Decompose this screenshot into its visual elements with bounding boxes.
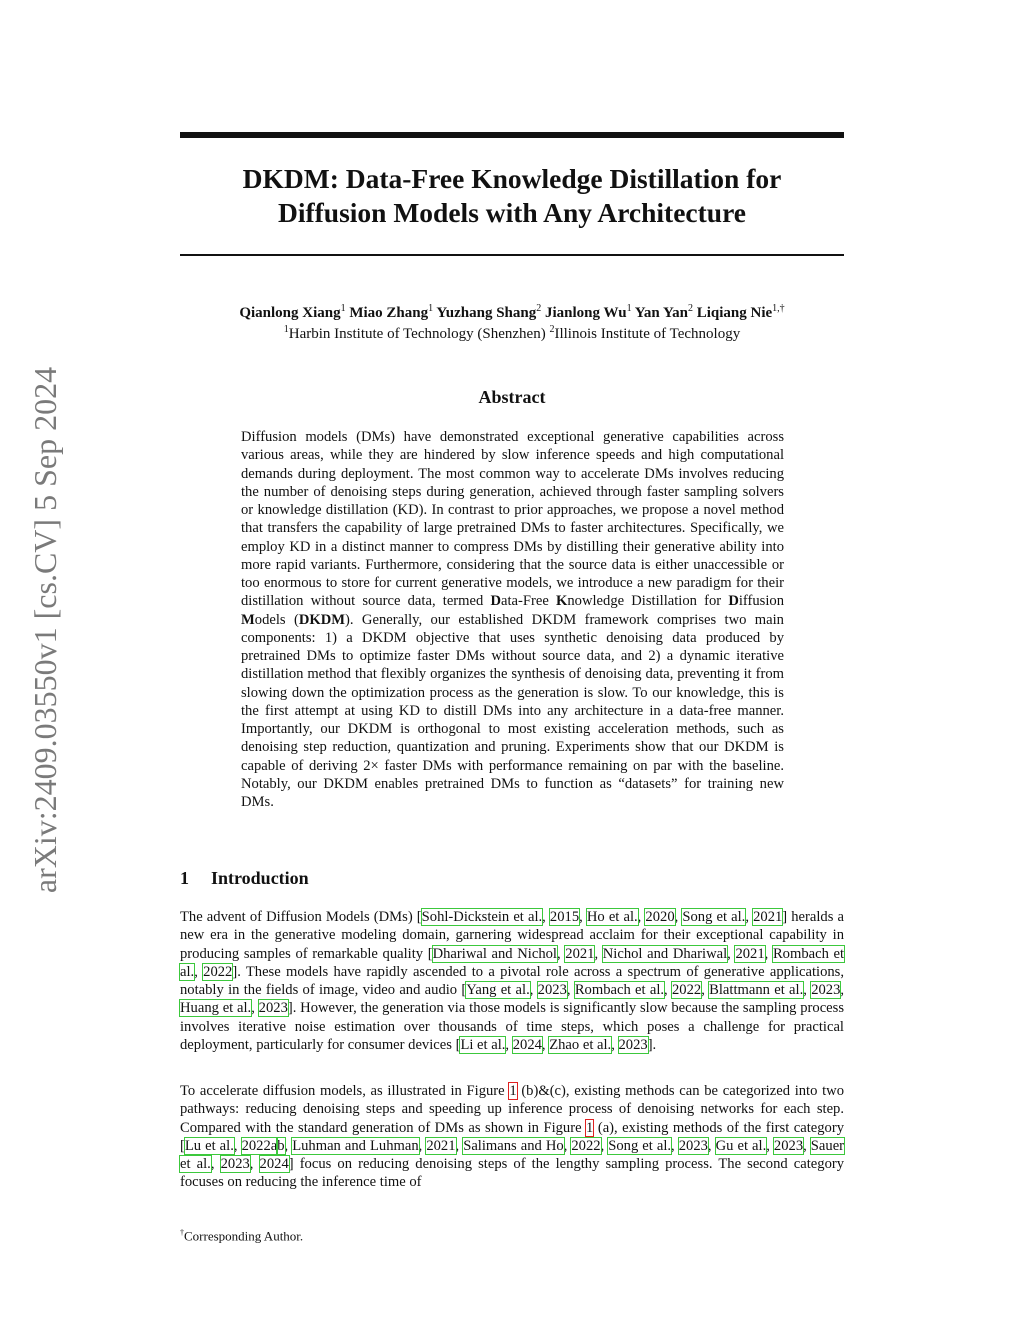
affiliation-mark: 2 [549, 324, 555, 335]
section-title: Introduction [211, 868, 309, 888]
citation-link[interactable]: Song et al. [682, 909, 746, 925]
citation-link[interactable]: Gu et al. [715, 1137, 767, 1154]
citation-link[interactable]: 2023 [220, 1156, 250, 1172]
author-affiliation-mark: 2 [536, 303, 542, 314]
author-name: Qianlong Xiang [239, 305, 341, 321]
author-affiliation-mark: 1 [626, 303, 632, 314]
citation-link[interactable]: Salimans and Ho [463, 1137, 564, 1154]
arxiv-identifier: arXiv:2409.03550v1 [cs.CV] 5 Sep 2024 [27, 366, 63, 894]
citation-link[interactable]: 2022 [672, 982, 702, 998]
citation-link[interactable]: 2021 [426, 1137, 456, 1154]
citation-link[interactable]: 2021 [753, 909, 783, 925]
citation-link[interactable]: 2023 [773, 1137, 804, 1154]
title-line-2: Diffusion Models with Any Architecture [277, 197, 746, 228]
author-name: Miao Zhang [349, 305, 429, 321]
citation-link[interactable]: 2024 [259, 1156, 289, 1172]
title-top-rule [180, 132, 844, 138]
abstract-text: Diffusion models (DMs) have demonstrated exceptional generative capabilities across various areas, while they are hindered by slow inference speeds and high computational demands during deployment. The most common way to accelerate DMs involves reducing the number of denoising steps during generation, achieved through faster sampling solvers or knowledge distillation (KD). In contrast to prior approaches, we propose a novel method that transfers the capability of large pretrained DMs to faster architectures. Specifically, we employ KD in a distinct manner to compress DMs by distilling their generative ability into more rapid variants. Furthermore, considering that the source data is either unaccessible or too enormous to store for current generative models, we introduce a new paradigm for their distillation without source data, termed Data-Free Knowledge Distillation for Diffusion Models (DKDM). Generally, our established DKDM framework comprises two main components: 1) a DKDM objective that uses synthetic denoising data produced by pretrained DMs to optimize faster DMs without source data, and 2) a dynamic iterative distillation method that flexibly organizes the synthesis of denoising data, preventing it from slowing down the optimization process as the generation is slow. To our knowledge, this is the first attempt at using KD to distill DMs into any architecture in a data-free manner. Importantly, our DKDM is orthogonal to most existing acceleration methods, such as denoising step reduction, quantization and pruning. Experiments show that our DKDM is capable of deriving 2× faster DMs with performance remaining on par with the baseline. Notably, our DKDM enables pretrained DMs to function as “datasets” for training new DMs. [241, 429, 785, 810]
section-number: 1 [180, 868, 189, 888]
citation-link[interactable]: 2023 [678, 1137, 708, 1154]
citation-link[interactable]: Zhao et al. [549, 1036, 612, 1053]
citation-link[interactable]: Sauer et al. [180, 1137, 845, 1172]
footnote-text: Corresponding Author. [184, 1228, 304, 1244]
citation-link[interactable]: 2021 [565, 945, 595, 962]
author-affiliation-mark: 1 [340, 303, 346, 314]
citation-link[interactable]: Dhariwal and Nichol [432, 945, 557, 962]
author-name: Yuzhang Shang [436, 305, 537, 321]
citation-link[interactable]: Lu et al. [184, 1137, 234, 1154]
citation-link[interactable]: Nichol and Dhariwal [602, 945, 728, 962]
author-affiliation-mark: 2 [687, 303, 693, 314]
citation-link[interactable]: Sohl-Dickstein et al. [421, 909, 543, 925]
author-name: Jianlong Wu [544, 305, 627, 321]
intro-paragraph-1: The advent of Diffusion Models (DMs) [Sohl-Dickstein et al., 2015, Ho et al., 2020, Song et al., 2021] heralds a new era in the generative modeling domain, garnering widespread acclaim for their exceptional capability in producing samples of remarkable quality [Dhariwal and Nichol, 2021, Nichol and Dhariwal, 2021, Rombach et al., 2022]. These models have rapidly ascended to a pivotal role across a spectrum of generative applications, notably in the fields of image, video and audio [Yang et al., 2023, Rombach et al., 2022, Blattmann et al., 2023, Huang et al., 2023]. However, the generation via those models is significantly slow because the sampling process involves iterative noise estimation over thousands of time steps, which poses a challenge for practical deployment, particularly for consumer devices [Li et al., 2024, Zhao et al., 2023]. [180, 909, 845, 1053]
citation-link[interactable]: 2022a [241, 1137, 278, 1154]
citation-link[interactable]: Blattmann et al. [709, 982, 804, 998]
citation-link[interactable]: Yang et al. [466, 982, 530, 998]
author-affiliation-mark: 1 [428, 303, 434, 314]
paper-title [180, 162, 844, 230]
citation-link[interactable]: Rombach et al. [574, 982, 665, 998]
footnote-mark: † [180, 1228, 184, 1237]
citation-link[interactable]: 2020 [645, 909, 675, 925]
abstract-heading: Abstract [478, 387, 546, 407]
author-affiliation-mark: 1,† [772, 303, 785, 314]
citation-link[interactable]: 2023 [618, 1036, 648, 1053]
citation-link[interactable]: Huang et al. [180, 1000, 252, 1017]
affiliation-2: Illinois Institute of Technology [554, 326, 741, 342]
section-heading-introduction [180, 866, 844, 890]
citation-link[interactable]: Luhman and Luhman [292, 1137, 419, 1154]
author-name: Yan Yan [634, 305, 688, 321]
citation-link[interactable]: 2023 [537, 982, 567, 998]
author-name: Liqiang Nie [696, 305, 773, 321]
citation-link[interactable]: 2023 [258, 1000, 288, 1017]
citation-link[interactable]: Rombach et al. [180, 945, 845, 980]
figure-reference-link[interactable]: 1 [586, 1119, 594, 1136]
affiliation-1: Harbin Institute of Technology (Shenzhen) [288, 326, 546, 342]
citation-link[interactable]: 2024 [512, 1036, 542, 1053]
figure-reference-link[interactable]: 1 [509, 1083, 517, 1099]
affiliations [180, 319, 844, 345]
citation-link[interactable]: 2022 [203, 963, 233, 980]
citation-link[interactable]: 2023 [811, 982, 841, 998]
citation-link[interactable]: Ho et al. [586, 909, 638, 925]
title-bottom-rule [180, 254, 844, 256]
title-line-1: DKDM: Data-Free Knowledge Distillation for [242, 163, 782, 194]
footnote [180, 1224, 844, 1244]
citation-link[interactable]: b [277, 1137, 285, 1154]
citation-link[interactable]: Song et al. [608, 1137, 672, 1154]
citation-link[interactable]: Li et al. [460, 1036, 506, 1053]
affiliation-mark: 1 [283, 324, 289, 335]
citation-link[interactable]: 2015 [549, 909, 580, 925]
citation-link[interactable]: 2021 [735, 945, 765, 962]
citation-link[interactable]: 2022 [571, 1137, 601, 1154]
intro-paragraph-2: To accelerate diffusion models, as illustrated in Figure 1 (b)&(c), existing methods can be categorized into two pathways: reducing denoising steps and speeding up inference process of denoising networks for each step. Compared with the standard generation of DMs as shown in Figure 1 (a), existing methods of the first category [Lu et al., 2022ab, Luhman and Luhman, 2021, Salimans and Ho, 2022, Song et al., 2023, Gu et al., 2023, Sauer et al., 2023, 2024] focus on reducing denoising steps of the lengthy sampling process. The second category focuses on reducing the inference time of [180, 1083, 845, 1191]
